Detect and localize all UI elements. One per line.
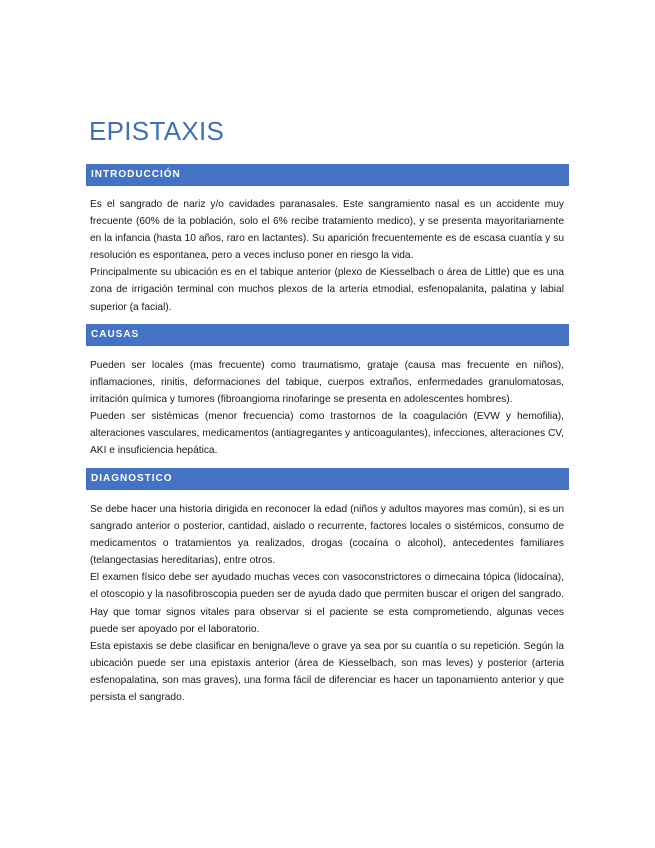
- section-heading-introduccion: INTRODUCCIÓN: [86, 164, 569, 186]
- paragraph: Principalmente su ubicación es en el tabique anterior (plexo de Kiesselbach o área de Little) que es una zona de irrigación terminal con muchos plexos de la arteria etmodial, esfenopalanita, palatina y labial superior (a facial).: [90, 267, 564, 313]
- paragraph: Se debe hacer una historia dirigida en reconocer la edad (niños y adultos mayores mas común), si es un sangrado anterior o posterior, cantidad, aislado o recurrente, factores locales o sistémicos, consumo de medicamentos o tratamientos ya realizados, drogas (cocaína o alcohol), antecedentes familiares (telangectasias hereditarias), entre otros.: [90, 504, 564, 567]
- paragraph: El examen físico debe ser ayudado muchas veces con vasoconstrictores o dimecaina tópica (lidocaína), el otoscopio y la nasofibroscopia pueden ser de ayuda dado que permiten buscar el origen del sangrado. Hay que tomar signos vitales para observar si el paciente se esta comprometiendo, algunas veces puede ser apoyado por el laboratorio.: [90, 572, 564, 635]
- section-body-introduccion: [90, 196, 564, 316]
- section-heading-causas: CAUSAS: [86, 324, 569, 346]
- paragraph: Es el sangrado de nariz y/o cavidades paranasales. Este sangramiento nasal es un accidente muy frecuente (60% de la población, solo el 6% recibe tratamiento medico), y se presenta mayoritariamente en la infancia (hasta 10 años, raro en lactantes). Su aparición frecuentemente es de escasa cuantía y su resolución es espontanea, pero a veces incluso poner en riesgo la vida.: [90, 199, 564, 262]
- paragraph: Esta epistaxis se debe clasificar en benigna/leve o grave ya sea por su cuantía o su repetición. Según la ubicación puede ser una epistaxis anterior (área de Kiesselbach, son mas leves) y posterior (arteria esfenopalatina, son mas graves), una forma fácil de diferenciar es hacer un taponamiento anterior y que persista el sangrado.: [90, 640, 564, 704]
- paragraph: Pueden ser locales (mas frecuente) como traumatismo, grataje (causa mas frecuente en niños), inflamaciones, rinitis, deformaciones del tabique, cuerpos extraños, enfermedades granulomatosas, irritación química y tumores (fibroangioma rinofaringe se presenta en adolescentes hombres).: [90, 360, 564, 406]
- section-body-diagnostico: [90, 501, 564, 706]
- paragraph: Pueden ser sistémicas (menor frecuencia) como trastornos de la coagulación (EVW y hemofilia), alteraciones vasculares, medicamentos (antiagregantes y anticoagulantes), infecciones, alteraciones CV, AKI e insuficiencia hepática.: [90, 411, 564, 457]
- document-title: EPISTAXIS: [89, 116, 225, 146]
- section-heading-diagnostico: DIAGNOSTICO: [86, 468, 569, 490]
- section-body-causas: [90, 357, 564, 460]
